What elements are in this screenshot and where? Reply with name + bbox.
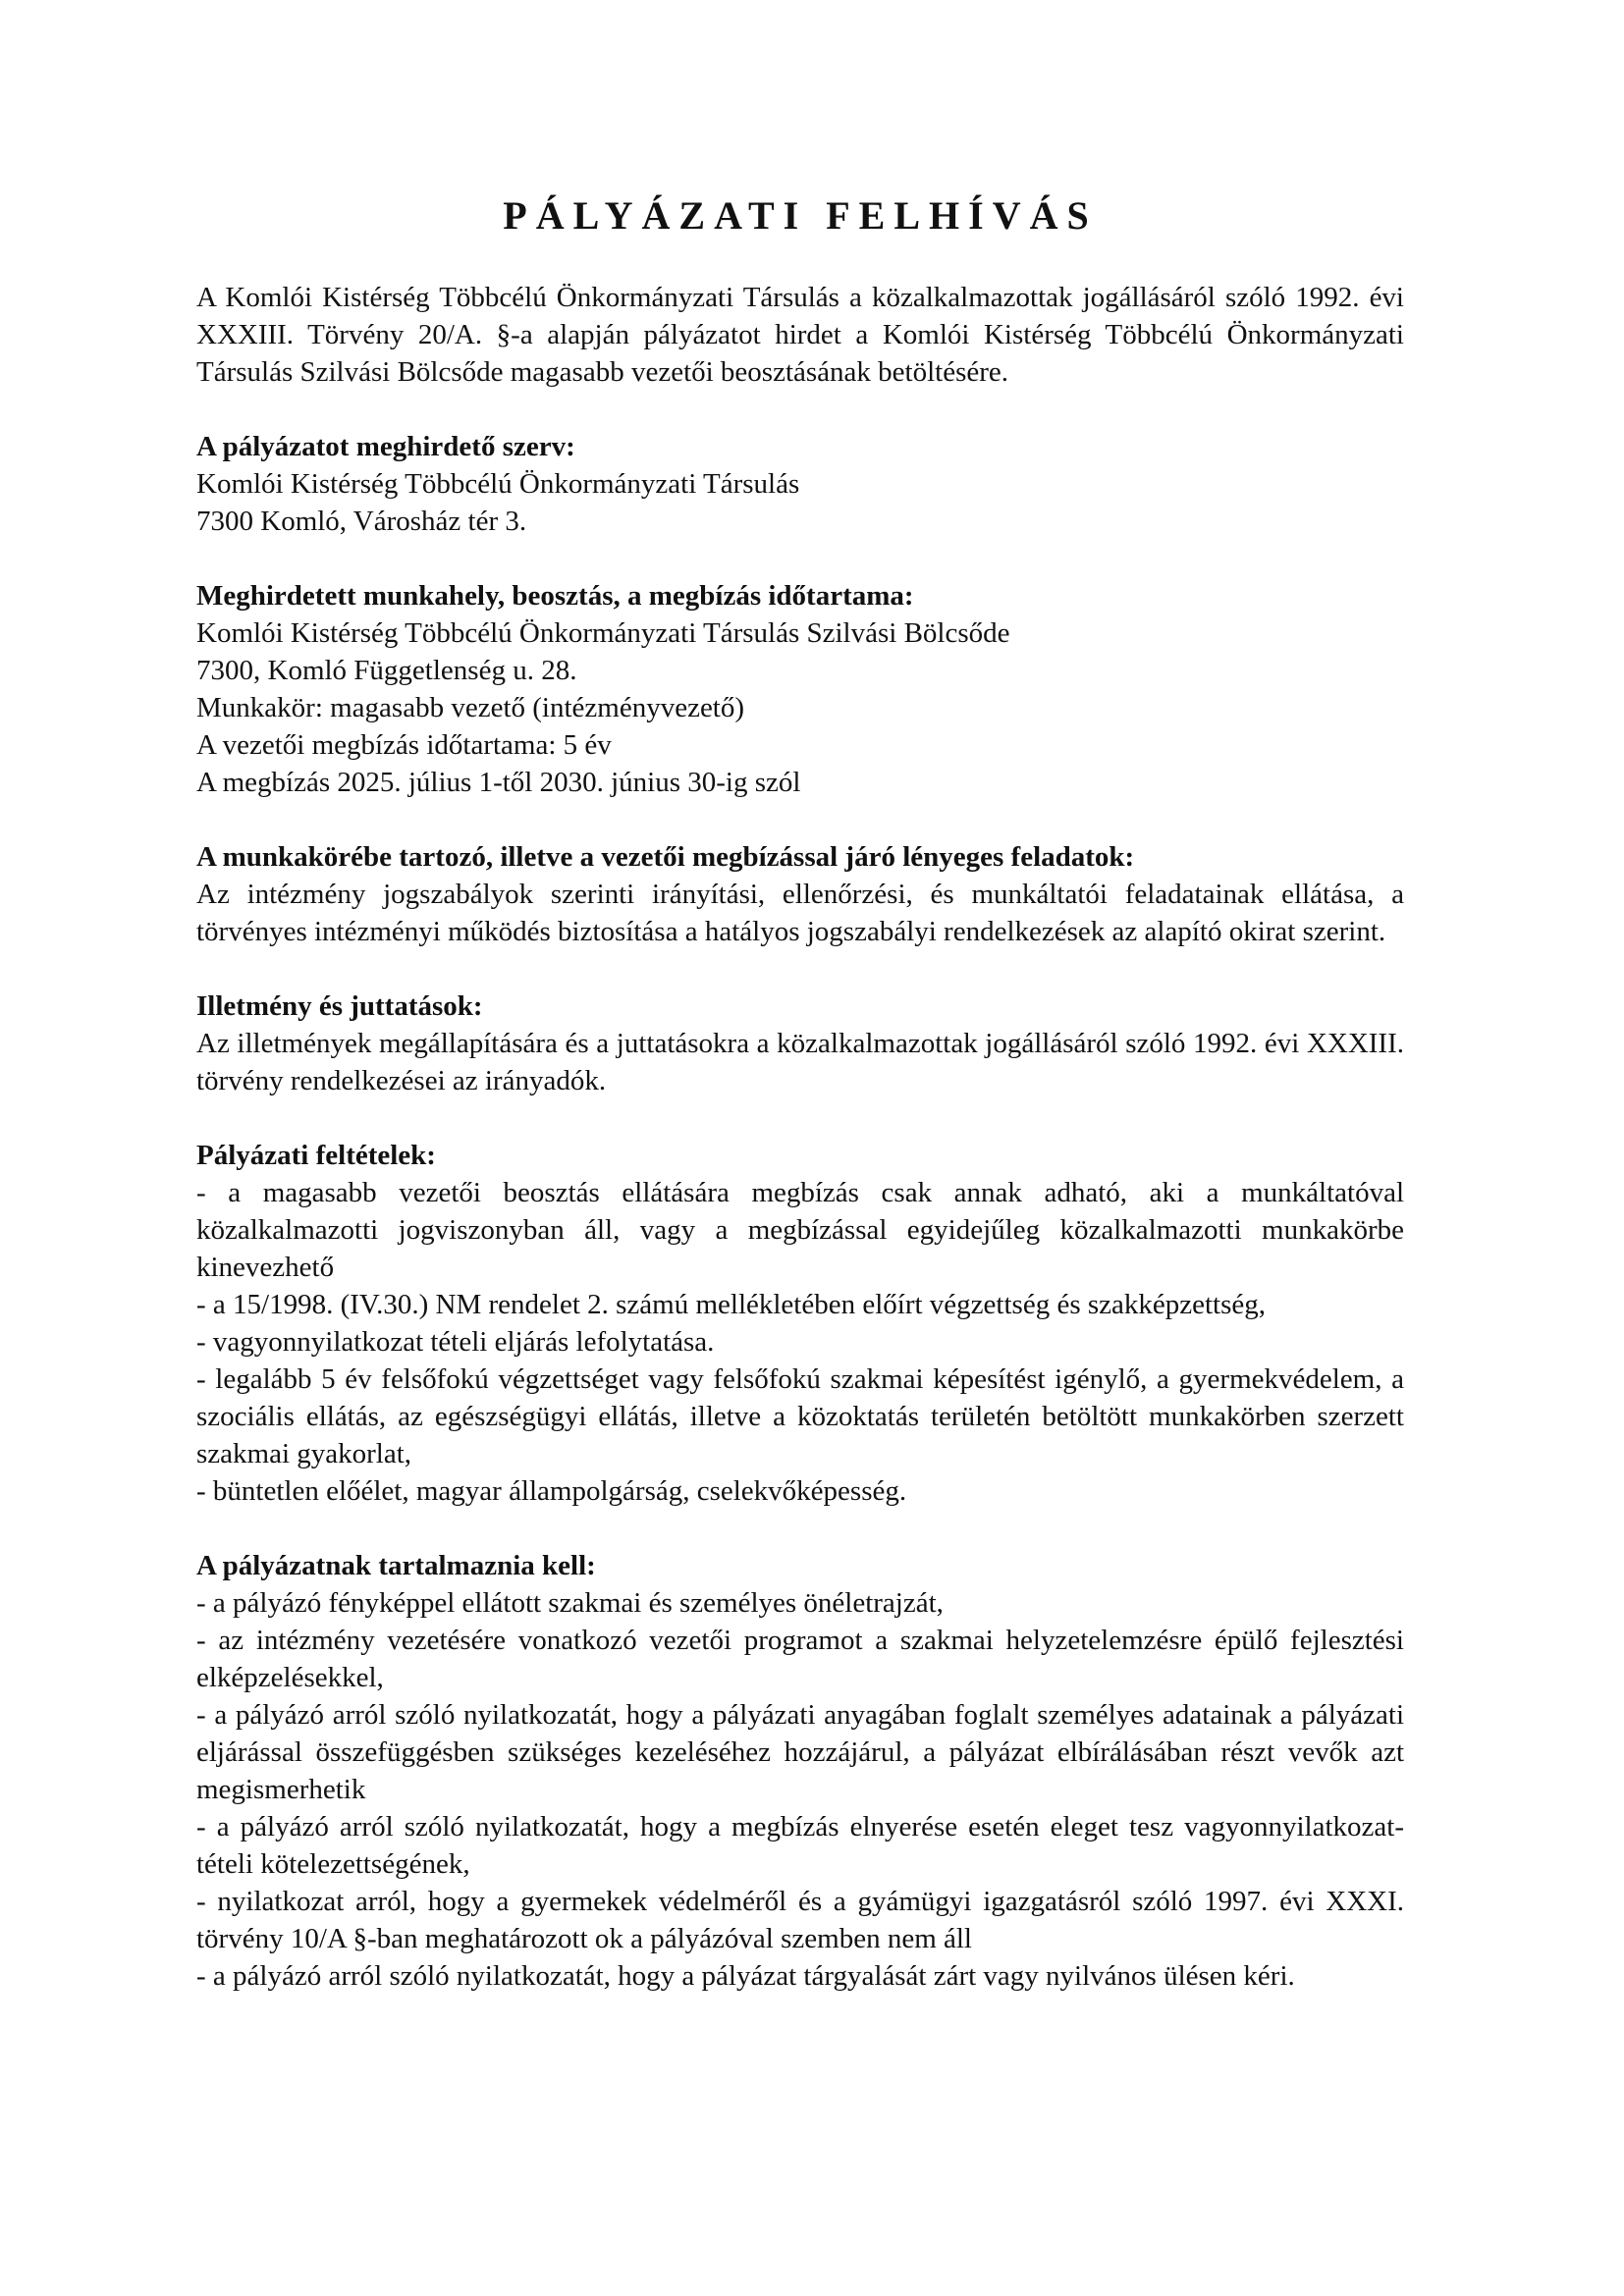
workplace-address: 7300, Komló Függetlenség u. 28. <box>196 655 577 686</box>
list-item: - vagyonnyilatkozat tételi eljárás lefolytatása. <box>196 1326 715 1358</box>
salary-text: Az illetmények megállapítására és a juttatásokra a közalkalmazottak jogállásáról szóló 1992. évi XXXIII. törvény rendelkezései az irányadók. <box>196 1028 1404 1096</box>
section-duties <box>196 838 1404 950</box>
list-item: - a pályázó arról szóló nyilatkozatát, hogy a pályázati anyagában foglalt személyes adatainak a pályázati eljárással összefüggésben szükséges kezeléséhez hozzájárul, a pályázat elbírálásában részt vevők azt megismerhetik <box>196 1699 1404 1805</box>
organizer-address: 7300 Komló, Városház tér 3. <box>196 506 527 537</box>
section-salary <box>196 988 1404 1099</box>
document-page <box>196 192 1404 1995</box>
mandate-period: A megbízás 2025. július 1-től 2030. június 30-ig szól <box>196 767 801 798</box>
section-heading: Meghirdetett munkahely, beosztás, a megbízás időtartama: <box>196 580 914 612</box>
section-heading: A munkakörébe tartozó, illetve a vezetői megbízással járó lényeges feladatok: <box>196 841 1135 873</box>
list-item: - a 15/1998. (IV.30.) NM rendelet 2. számú mellékletében előírt végzettség és szakképzettség, <box>196 1289 1267 1320</box>
list-item: - legalább 5 év felsőfokú végzettséget vagy felsőfokú szakmai képesítést igénylő, a gyermekvédelem, a szociális ellátás, az egészségügyi ellátás, illetve a közoktatás területén betöltött munkakörben szerzett szakmai gyakorlat, <box>196 1363 1404 1469</box>
section-heading: Pályázati feltételek: <box>196 1140 436 1171</box>
document-title: PÁLYÁZATI FELHÍVÁS <box>503 193 1098 238</box>
list-item: - a pályázó arról szóló nyilatkozatát, hogy a megbízás elnyerése esetén eleget tesz vagyonnyilatkozat-tételi kötelezettségének, <box>196 1811 1404 1880</box>
duties-text: Az intézmény jogszabályok szerinti irányítási, ellenőrzési, és munkáltatói feladatainak ellátása, a törvényes intézményi működés biztosítása a hatályos jogszabályi rendelkezések az alapító okirat szerint. <box>196 879 1404 947</box>
job-title: Munkakör: magasabb vezető (intézményvezető) <box>196 692 745 723</box>
list-item: - a pályázó arról szóló nyilatkozatát, hogy a pályázat tárgyalását zárt vagy nyilvános ülésen kéri. <box>196 1960 1295 1992</box>
section-organizer <box>196 428 1404 540</box>
section-heading: A pályázatot meghirdető szerv: <box>196 431 575 462</box>
list-item: - nyilatkozat arról, hogy a gyermekek védelméről és a gyámügyi igazgatásról szóló 1997. évi XXXI. törvény 10/A §-ban meghatározott ok a pályázóval szemben nem áll <box>196 1886 1404 1954</box>
list-item: - büntetlen előélet, magyar állampolgárság, cselekvőképesség. <box>196 1475 907 1507</box>
intro-paragraph: A Komlói Kistérség Többcélú Önkormányzati Társulás a közalkalmazottak jogállásáról szóló 1992. évi XXXIII. Törvény 20/A. §-a alapján pályázatot hirdet a Komlói Kistérség Többcélú Önkormányzati Társulás Szilvási Bölcsőde magasabb vezetői beosztásának betöltésére. <box>196 282 1404 388</box>
mandate-duration: A vezetői megbízás időtartama: 5 év <box>196 729 612 761</box>
section-heading: A pályázatnak tartalmaznia kell: <box>196 1550 596 1581</box>
section-conditions <box>196 1137 1404 1510</box>
list-item: - a magasabb vezetői beosztás ellátására megbízás csak annak adható, aki a munkáltatóval közalkalmazotti jogviszonyban áll, vagy a megbízással egyidejűleg közalkalmazotti munkakörbe kinevezhető <box>196 1177 1404 1283</box>
organizer-name: Komlói Kistérség Többcélú Önkormányzati Társulás <box>196 468 800 500</box>
list-item: - az intézmény vezetésére vonatkozó vezetői programot a szakmai helyzetelemzésre épülő fejlesztési elképzelésekkel, <box>196 1625 1404 1693</box>
workplace-name: Komlói Kistérség Többcélú Önkormányzati Társulás Szilvási Bölcsőde <box>196 617 1010 649</box>
section-heading: Illetmény és juttatások: <box>196 990 483 1022</box>
list-item: - a pályázó fényképpel ellátott szakmai és személyes önéletrajzát, <box>196 1587 944 1619</box>
section-position <box>196 577 1404 801</box>
section-contents <box>196 1547 1404 1995</box>
